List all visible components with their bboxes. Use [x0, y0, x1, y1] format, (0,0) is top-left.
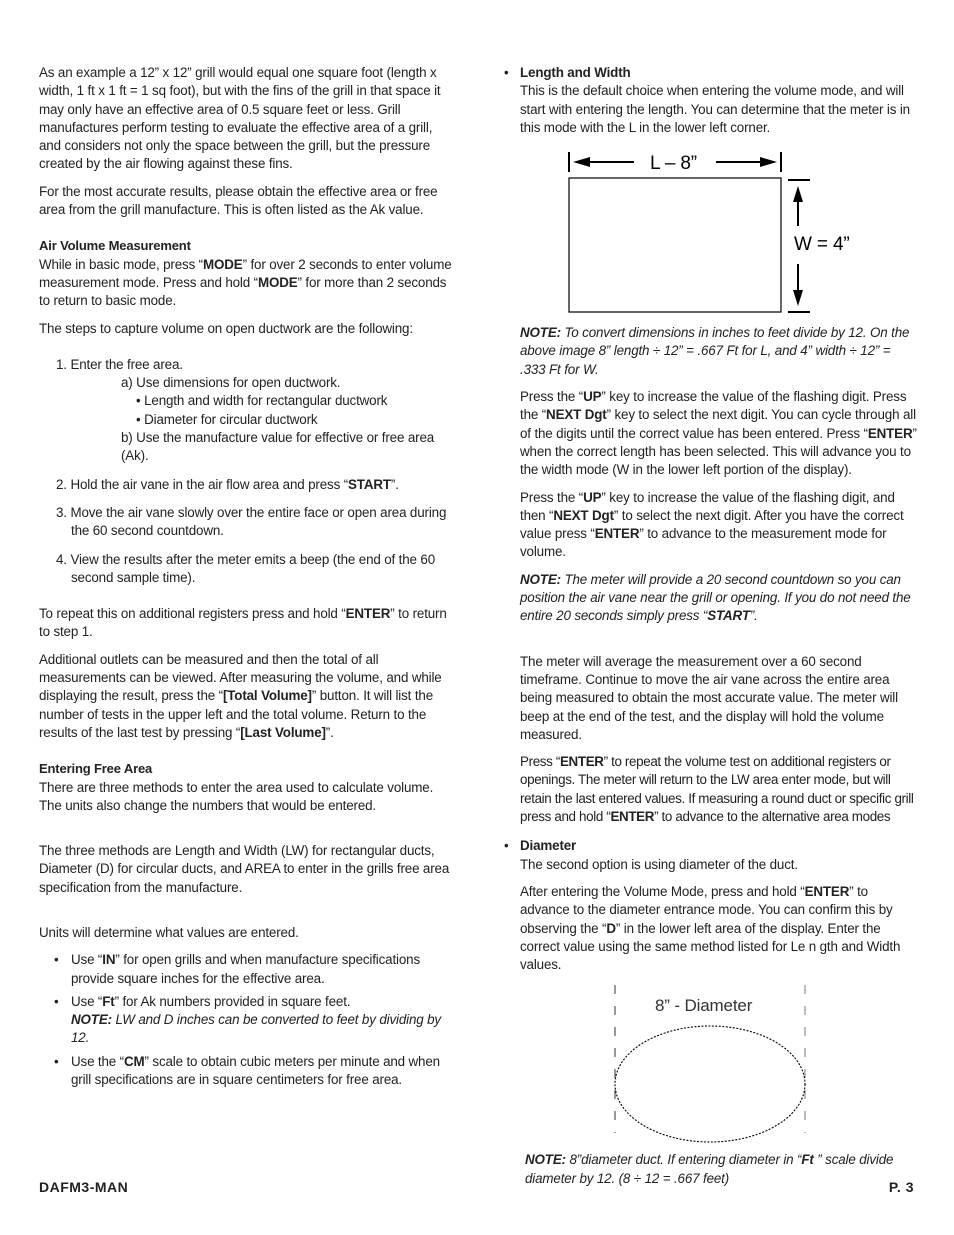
up-key-paragraph-1: Press the “UP” key to increase the value of the flashing digit. Press the “NEXT Dgt” key to select the next digit. You can cycle through all of the digits until the correct value has been entered. Press “ENTER” when the correct length has been selected. This will advance you to the width mode (W in the lower left portion of the display).: [520, 389, 917, 478]
units-item-in: • Use “IN” for open grills and when manufacture specifications provide square inches for the effective area.: [54, 952, 421, 986]
units-item-ft: • Use “Ft” for Ak numbers provided in square feet. NOTE: LW and D inches can be converted to feet by dividing by 12.: [54, 993, 441, 1046]
free-area-paragraph-2: The three methods are Length and Width (LW) for rectangular ducts, Diameter (D) for circular ducts, and AREA to enter in the grills free area specification from the manufacture.: [39, 843, 450, 895]
steps-intro: The steps to capture volume on open ductwork are the following:: [39, 320, 413, 336]
diameter-label: 8” - Diameter: [655, 996, 753, 1016]
repeat-paragraph: To repeat this on additional registers press and hold “ENTER” to return to step 1.: [39, 606, 447, 640]
diameter-paragraph-2: After entering the Volume Mode, press and hold “ENTER” to advance to the diameter entrance mode. You can confirm this by observing the “D” in the lower left area of the display. Enter the correct value using the same method listed for Le n gth and Width values.: [520, 883, 901, 973]
diameter-diagram: [520, 983, 918, 1151]
note-diameter: NOTE: 8”diameter duct. If entering diameter in “Ft ” scale divide diameter by 12. (8 ÷ 12 = .667 feet): [525, 1152, 894, 1186]
accuracy-paragraph: For the most accurate results, please obtain the effective area or free area from the grill manufacture. This is often listed as the Ak value.: [39, 183, 438, 218]
step-2: 2. Hold the air vane in the air flow area and press “START”.: [56, 476, 399, 492]
left-column: [39, 64, 454, 1094]
step-4: 4. View the results after the meter emits a beep (the end of the 60 second sample time).: [56, 551, 435, 585]
length-width-heading: • Length and Width: [504, 65, 631, 80]
rectangle-diagram: [520, 146, 850, 316]
note-countdown: NOTE: The meter will provide a 20 second countdown so you can position the air vane near the grill or opening. If you do not need the entire 20 seconds simply press “START”.: [520, 571, 911, 624]
width-label: W = 4”: [794, 234, 850, 256]
steps-list: [39, 356, 454, 587]
right-column: [502, 64, 918, 1197]
units-list: [39, 951, 454, 1089]
footer-page-number: P. 3: [888, 1179, 914, 1195]
average-paragraph: The meter will average the measurement over a 60 second timeframe. Continue to move the air vane across the entire area being measured to obtain the most accurate value. The meter will beep at the end of the test, and the display will hold the volume measured.: [520, 653, 898, 742]
length-width-paragraph: This is the default choice when entering the volume mode, and will start with entering the length. You can determine that the meter is in this mode with the L in the lower left corner.: [520, 83, 910, 135]
up-key-paragraph-2: Press the “UP” key to increase the value of the flashing digit, and then “NEXT Dgt” to select the next digit. After you have the correct value press “ENTER” to advance to the measurement mode for volume.: [520, 489, 904, 560]
free-area-paragraph-1: There are three methods to enter the area used to calculate volume. The units also change the numbers that would be entered.: [39, 779, 434, 813]
diameter-heading: • Diameter: [504, 838, 577, 854]
diameter-paragraph-1: The second option is using diameter of the duct.: [520, 856, 798, 872]
footer-manual-id: DAFM3-MAN: [39, 1179, 129, 1195]
press-enter-paragraph: Press “ENTER” to repeat the volume test on additional registers or openings. The meter will return to the LW area enter mode, but will retain the last entered values. If measuring a round duct or specific grill press and hold “ENTER” to advance to the alternative area modes: [520, 754, 914, 825]
length-width-diagram: [520, 146, 918, 316]
intro-paragraph: As an example a 12” x 12” grill would equal one square foot (length x width, 1 ft x 1 ft = 1 sq foot), but with the fins of the grill in that space it may only have an effective area of 0.5 square feet or less. Grill manufactures perform testing to evaluate the effective area of a grill, and considers not only the space between the grill, but the pressure created by the air flowing against these fins.: [39, 65, 441, 172]
units-intro: Units will determine what values are entered.: [39, 924, 299, 940]
air-volume-paragraph: While in basic mode, press “MODE” for over 2 seconds to enter volume measurement mode. Press and hold “MODE” for more than 2 seconds to return to basic mode.: [39, 256, 452, 309]
step-3: 3. Move the air vane slowly over the entire face or open area during the 60 second countdown.: [56, 504, 447, 539]
units-item-cm: • Use the “CM” scale to obtain cubic meters per minute and when grill specifications are in square centimeters for free area.: [54, 1053, 440, 1088]
air-volume-heading: Air Volume Measurement: [39, 238, 191, 254]
note-convert: NOTE: To convert dimensions in inches to feet divide by 12. On the above image 8” length ÷ 12” = .667 Ft for L, and 4” width ÷ 12” = .333 Ft for W.: [520, 325, 910, 377]
additional-outlets-paragraph: Additional outlets can be measured and then the total of all measurements can be viewed. After measuring the volume, and while displaying the result, press the “[Total Volume]” button. It will list the number of tests in the upper left and the total volume. Return to the results of the last test by pressing “[Last Volume]”.: [39, 651, 442, 740]
length-label: L – 8”: [650, 153, 697, 175]
free-area-heading: Entering Free Area: [39, 761, 153, 777]
step-1: 1. Enter the free area. a) Use dimensions for open ductwork. • Length and width for rectangular ductwork • Diameter for circular ductwork b) Use the manufacture value for effective or free area (Ak).: [56, 356, 435, 464]
circle-diagram: [520, 983, 850, 1151]
